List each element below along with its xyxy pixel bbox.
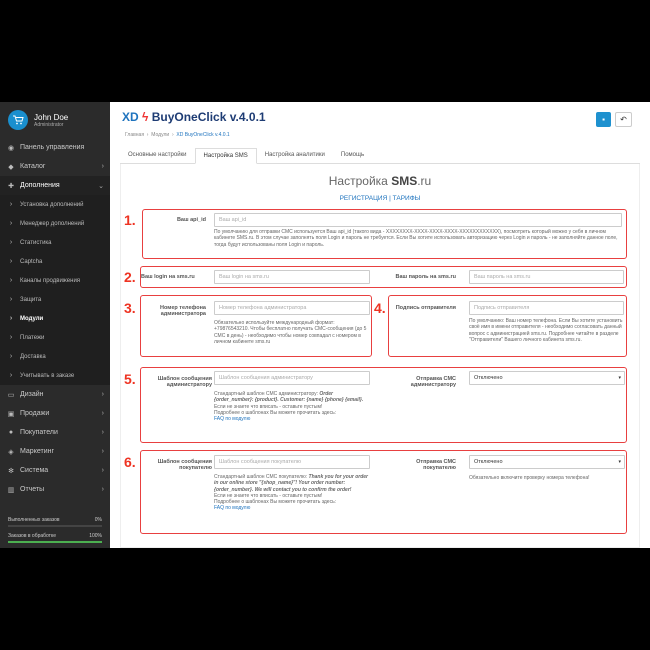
dropdown-caret-icon: ▾ <box>618 375 621 381</box>
chevron-right-icon: › <box>101 486 104 493</box>
save-icon: ▪ <box>602 115 605 124</box>
sidebar-subitem-captcha[interactable]: › Captcha <box>0 252 110 271</box>
sidebar-item-sales[interactable]: ▣ Продажи › <box>7 410 104 418</box>
sidebar-subitem-order-totals[interactable]: › Учитывать в заказе <box>0 366 110 385</box>
chevron-right-icon: › <box>9 277 13 284</box>
order-stats <box>8 514 102 543</box>
sidebar-subitem-statistics[interactable]: › Статистика <box>0 233 110 252</box>
sidebar-item-reports[interactable]: ▥ Отчеты › <box>7 486 104 494</box>
admin-template-input[interactable]: Шаблон сообщения администратору <box>214 371 370 385</box>
gear-icon: ✻ <box>8 467 14 475</box>
password-label: Ваш пароль на sms.ru <box>395 274 456 280</box>
chevron-right-icon: › <box>9 201 13 208</box>
reply-icon: ↶ <box>620 115 627 124</box>
sidebar <box>0 102 110 548</box>
tariffs-link[interactable]: ТАРИФЫ <box>392 195 421 202</box>
chevron-right-icon: › <box>101 467 104 474</box>
admin-template-label: Шаблон сообщения администратору <box>157 376 212 388</box>
monitor-icon: ▭ <box>7 391 15 399</box>
user-profile[interactable] <box>0 102 110 138</box>
sidebar-subitem-payments[interactable]: › Платежи <box>0 328 110 347</box>
chevron-right-icon: › <box>9 220 13 227</box>
admin-phone-input[interactable]: Номер телефона администратора <box>214 301 370 315</box>
chevron-right-icon: › <box>101 448 104 455</box>
app-window <box>0 102 650 548</box>
sidebar-subitem-modules[interactable]: › Модули <box>0 309 110 328</box>
sidebar-item-system[interactable]: ✻ Система › <box>8 467 104 475</box>
chevron-right-icon: › <box>9 239 13 246</box>
customer-send-select[interactable]: Отключено ▾ <box>469 455 625 469</box>
login-label: Ваш login на sms.ru <box>141 274 195 280</box>
chevron-right-icon: › <box>101 429 104 436</box>
admin-phone-help: Обязательно используйте международный формат: +79876543210. Чтобы бесплатно получать СМС-сообщения (до 5 СМС в день) - необходимо чтобы номер совпадал с номером в личном кабинете sms.ru <box>214 320 367 345</box>
sidebar-item-catalog[interactable]: ◆ Каталог › <box>8 163 104 171</box>
progress-bar-completed <box>8 525 102 527</box>
chevron-right-icon: › <box>9 315 13 322</box>
chevron-right-icon: › <box>9 334 13 341</box>
chart-icon: ▥ <box>7 486 15 494</box>
api-id-input[interactable]: Ваш api_id <box>214 213 622 227</box>
chevron-right-icon: › <box>101 163 104 170</box>
chevron-right-icon: › <box>9 372 13 379</box>
save-button[interactable] <box>596 112 611 127</box>
back-button[interactable] <box>615 112 632 127</box>
breadcrumb-modules[interactable]: Модули <box>151 132 170 138</box>
admin-template-help: Стандартный шаблон СМС администратору: Order {order_number}: {product}. Customer: {name} {phone} {email}. Если не знаете что вписать - оставьте пустым! Подробнее о шаблонах Вы можете прочитать здесь: FAQ по модулю <box>214 391 364 423</box>
api-id-help: По умолчанию для отправки СМС используется Ваш api_id (такого вида - XXXXXXXX-XXXX-XXXX-XXXX-XXXXXXXXXXXX), посмотреть который можно у себя в личном кабинете SMS.ru. В этом случае заполнять поля Login и пароль не требуется. Если Вы хотите использовать авторизацию через Login и пароль - не заполняйте данное поле, тогда будут использованы поля Login и пароль. <box>214 229 618 248</box>
admin-send-label: Отправка СМС администратору <box>410 376 456 388</box>
cart-icon: ▣ <box>7 410 15 418</box>
chevron-right-icon: › <box>9 258 13 265</box>
tag-icon: ◆ <box>8 163 14 171</box>
lightning-icon: ϟ <box>142 110 149 124</box>
users-icon: ● <box>8 429 14 436</box>
user-name: John Doe <box>34 112 69 122</box>
puzzle-icon: ✚ <box>8 182 14 190</box>
sidebar-subitem-manager[interactable]: › Менеджер дополнений <box>0 214 110 233</box>
share-icon: ◈ <box>8 448 14 456</box>
sidebar-item-dashboard[interactable]: ◉ Панель управления <box>7 144 85 152</box>
chevron-right-icon: › <box>101 391 104 398</box>
chevron-right-icon: › <box>9 296 13 303</box>
dropdown-caret-icon: ▾ <box>618 459 621 465</box>
sidebar-subitem-feeds[interactable]: › Каналы продвижения <box>0 271 110 290</box>
avatar <box>8 110 28 130</box>
sidebar-item-customers[interactable]: ● Покупатели › <box>8 429 104 436</box>
annotation-2: 2. <box>124 269 136 285</box>
breadcrumb-home[interactable]: Главная <box>125 132 145 138</box>
stat-processing: Заказов в обработке 100% <box>8 533 102 539</box>
annotation-1: 1. <box>124 212 136 228</box>
tab-sms-settings[interactable]: Настройка SMS <box>195 148 257 164</box>
api-id-label: Ваш api_id <box>176 217 206 223</box>
user-role: Administrator <box>34 121 64 128</box>
faq-link[interactable]: FAQ по модулю <box>214 505 251 512</box>
stat-completed: Выполненных заказов 0% <box>8 517 102 523</box>
sidebar-subitem-installer[interactable]: › Установка дополнений <box>0 195 110 214</box>
page-title: XD ϟ BuyOneClick v.4.0.1 <box>122 110 266 124</box>
password-input[interactable]: Ваш пароль на sms.ru <box>469 270 624 284</box>
annotation-6: 6. <box>124 454 136 470</box>
tab-help[interactable]: Помощь <box>340 152 365 158</box>
customer-template-input[interactable]: Шаблон сообщения покупателю <box>214 455 370 469</box>
sidebar-item-design[interactable]: ▭ Дизайн › <box>7 391 104 399</box>
customer-template-label: Шаблон сообщения покупателю <box>157 459 212 471</box>
register-link[interactable]: РЕГИСТРАЦИЯ <box>339 195 388 202</box>
breadcrumb: Главная › Модули › XD BuyOneClick v.4.0.1 <box>125 132 230 138</box>
sidebar-subitem-shipping[interactable]: › Доставка <box>0 347 110 366</box>
admin-phone-label: Номер телефона администратора <box>160 305 206 317</box>
breadcrumb-current[interactable]: XD BuyOneClick v.4.0.1 <box>176 132 230 138</box>
main-content <box>110 102 650 548</box>
chevron-right-icon: › <box>9 353 13 360</box>
section-links: РЕГИСТРАЦИЯ | ТАРИФЫ <box>339 195 421 202</box>
sidebar-item-extensions[interactable]: ✚ Дополнения ⌄ <box>0 176 110 195</box>
customer-send-help: Обязательно включите проверку номера телефона! <box>469 475 590 481</box>
chevron-down-icon: ⌄ <box>98 182 104 190</box>
section-title: Настройка SMS.ru <box>328 174 432 188</box>
sender-input[interactable]: Подпись отправителя <box>469 301 624 315</box>
progress-bar-processing <box>8 541 102 543</box>
sidebar-nav <box>0 138 110 499</box>
chevron-right-icon: › <box>101 410 104 417</box>
tab-main-settings[interactable]: Основные настройки <box>128 152 187 158</box>
admin-send-select[interactable]: Отключено ▾ <box>469 371 625 385</box>
annotation-3: 3. <box>124 300 136 316</box>
sender-label: Подпись отправителя <box>395 305 456 311</box>
sidebar-subitem-security[interactable]: › Защита <box>0 290 110 309</box>
customer-template-help: Стандартный шаблон СМС покупателю: Thank you for your order in our online store "{shop_name}"! Your order number: {order_number}. We will contact you to confirm the order! Если не знаете что вписать - оставьте пустым! Подробнее о шаблонах Вы можете прочитать здесь: FAQ по модулю <box>214 474 368 512</box>
login-input[interactable]: Ваш login на sms.ru <box>214 270 370 284</box>
customer-send-label: Отправка СМС покупателю <box>416 459 456 471</box>
faq-link[interactable]: FAQ по модулю <box>214 416 251 423</box>
dashboard-icon: ◉ <box>7 144 15 152</box>
sidebar-item-marketing[interactable]: ◈ Маркетинг › <box>8 448 104 456</box>
tab-analytics-settings[interactable]: Настройка аналитики <box>264 152 325 158</box>
annotation-5: 5. <box>124 371 136 387</box>
tab-bar <box>120 148 640 164</box>
annotation-4: 4. <box>374 300 386 316</box>
sender-help: По умолчанию: Ваш номер телефона. Если Вы хотите установить своё имя в имени отправителя - необходимо согласовать данный вопрос с администрацией sms.ru. Подробнее читайте в разделе "Отправители" Вашего личного кабинета sms.ru. <box>469 318 623 343</box>
